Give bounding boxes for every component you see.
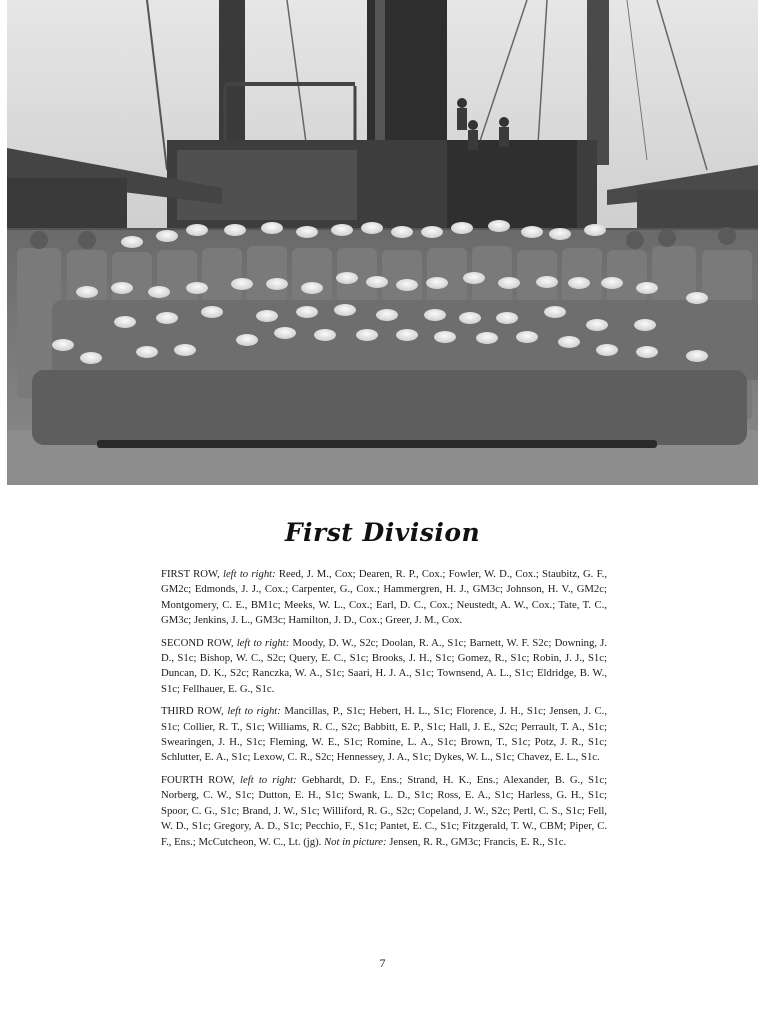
page-number: 7: [379, 956, 386, 970]
page-title: First Division: [284, 518, 481, 547]
row-direction: left to right:: [236, 636, 290, 649]
row-label: SECOND ROW,: [161, 636, 234, 649]
row-label: FIRST ROW,: [161, 568, 220, 580]
fourth-row-paragraph: [161, 773, 607, 850]
not-in-picture-names: Jensen, R. R., GM3c; Francis, E. R., S1c.: [389, 835, 567, 848]
second-row-paragraph: [161, 636, 607, 698]
row-label: THIRD ROW,: [161, 705, 224, 718]
row-label: FOURTH ROW,: [161, 773, 235, 786]
row-direction: left to right:: [222, 568, 276, 580]
third-row-paragraph: [161, 704, 607, 766]
row-names: Reed, J. M., Cox; Dearen, R. P., Cox.; Fowler, W. D., Cox.; Staubitz, G. F., GM2c; Edmonds, J. J., Cox.; Carpenter, G., Cox.; Hammergren, H. J., GM3c; Johnson, H. V., GM2c; Montgomery, C. E., BM1c; Meeks, W. L., Cox.; Earl, D. C., Cox.; Neustedt, A. W., Cox.; Tate, T. C., GM3c; Jenkins, J. L., GM3c; Hamilton, J. D., Cox.; Greer, J. M., Cox.: [161, 568, 608, 627]
row-names: Mancillas, P., S1c; Hebert, H. L., S1c; Florence, J. H., S1c; Jensen, J. C., S1c; Collier, R. T., S1c; Williams, R. C., S2c; Babbitt, E. P., S1c; Hall, J. E., S2c; Perrault, T. A., S1c; Swearingen, J. H., S1c; Fleming, W. E., S1c; Romine, L. A., S1c; Brown, T., S1c; Potz, J. R., S1c; Schlutter, E. A., S1c; Lexow, C. R., S2c; Hennessey, J. A., S1c; Dykes, W. L., S1c; Chavez, E. L., S1c.: [161, 705, 608, 764]
crew-photograph: [7, 0, 758, 485]
crew-roster-caption: [161, 567, 607, 857]
row-names: Gebhardt, D. F., Ens.; Strand, H. K., Ens.; Alexander, B. G., S1c; Norberg, C. W., S1c; Dutton, E. H., S1c; Swank, L. D., S1c; Ross, E. A., S1c; Harless, G. H., S1c; Spoor, C. G., S1c; Brand, J. W., S1c; Williford, R. G., S2c; Copeland, J. W., S2c; Pertl, C. S., S1c; Fell, W. D., S1c; Gregory, A. D., S1c; Pecchio, F., S1c; Pantet, E. C., S1c; Fitzgerald, T. W., CBM; Piper, C. F., Ens.; McCutcheon, W. C., Lt. (jg).: [161, 773, 608, 848]
row-direction: left to right:: [227, 705, 281, 718]
row-names: Moody, D. W., S2c; Doolan, R. A., S1c; Barnett, W. F. S2c; Downing, J. D., S1c; Bishop, W. C., S2c; Query, E. C., S1c; Brooks, J. H., S1c; Gomez, R., S1c; Robin, J. J., S1c; Duncan, D. K., S2c; Ranczka, W. A., S1c; Saari, H. J. A., S1c; Townsend, A. L., S1c; Eldridge, B. W., S1c; Fellhauer, E. G., S1c.: [161, 636, 608, 695]
first-row-paragraph: [161, 567, 607, 629]
row-direction: left to right:: [240, 773, 297, 786]
not-in-picture-label: Not in picture:: [324, 835, 387, 848]
